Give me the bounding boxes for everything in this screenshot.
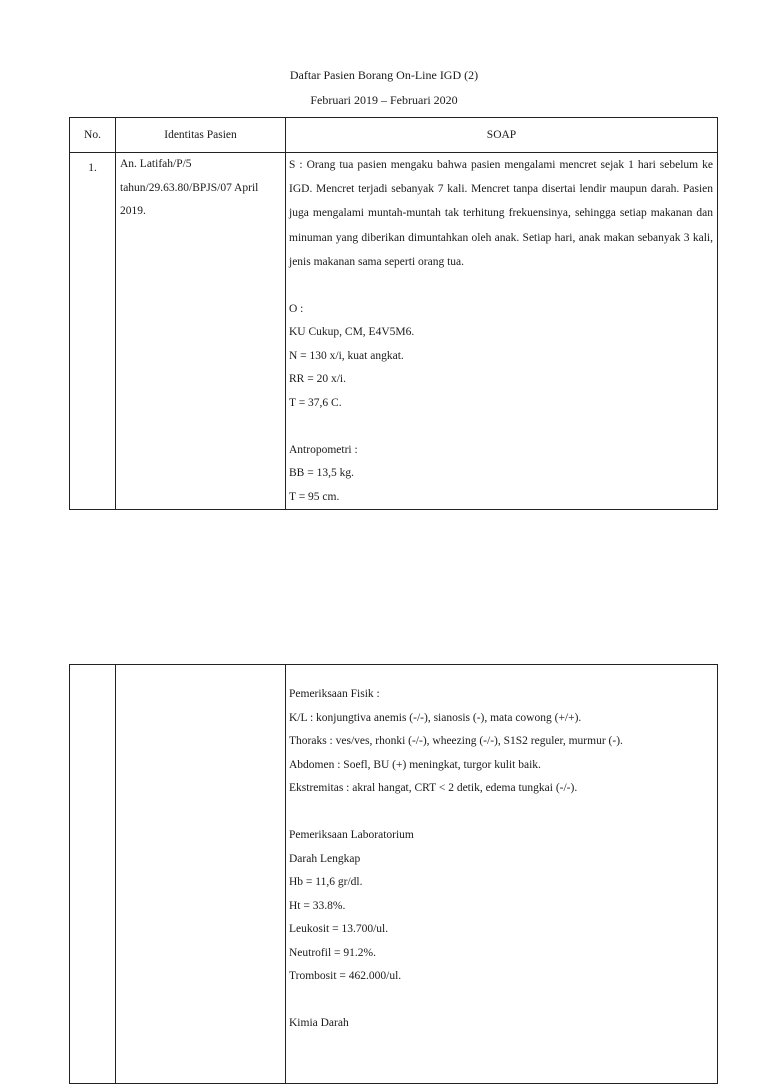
soap-cell-continued bbox=[286, 665, 718, 1084]
soap-objective-line: T = 37,6 C. bbox=[289, 396, 342, 409]
header-identitas: Identitas Pasien bbox=[116, 118, 286, 153]
lab-line: Ht = 33.8%. bbox=[289, 899, 346, 912]
header-soap: SOAP bbox=[286, 118, 718, 153]
fisik-label: Pemeriksaan Fisik : bbox=[289, 688, 380, 700]
fisik-line: Thoraks : ves/ves, rhonki (-/-), wheezing (-/-), S1S2 reguler, murmur (-). bbox=[289, 735, 623, 747]
lab-line: Hb = 11,6 gr/dl. bbox=[289, 876, 363, 888]
soap-objective-line: N = 130 x/i, kuat angkat. bbox=[289, 349, 404, 362]
lab-label: Pemeriksaan Laboratorium bbox=[289, 829, 414, 841]
row-number: 1. bbox=[70, 153, 116, 510]
fisik-line: Ekstremitas : akral hangat, CRT < 2 detik, edema tungkai (-/-). bbox=[289, 782, 578, 794]
fisik-line: K/L : konjungtiva anemis (-/-), sianosis (-), mata cowong (+/+). bbox=[289, 711, 582, 724]
lab-line: Darah Lengkap bbox=[289, 852, 361, 865]
row-number-empty bbox=[70, 665, 116, 1084]
table-header-row bbox=[70, 118, 718, 153]
soap-cell bbox=[286, 153, 718, 510]
patient-identity: An. Latifah/P/5 tahun/29.63.80/BPJS/07 April 2019. bbox=[116, 153, 286, 510]
fisik-line: Abdomen : Soefl, BU (+) meningkat, turgor kulit baik. bbox=[289, 758, 541, 771]
table-row bbox=[70, 153, 718, 510]
document-title: Daftar Pasien Borang On-Line IGD (2) bbox=[289, 68, 479, 82]
soap-objective-label: O : bbox=[289, 302, 304, 315]
antropometri-label: Antropometri : bbox=[289, 443, 358, 456]
lab-line: Trombosit = 462.000/ul. bbox=[289, 970, 402, 982]
table-row bbox=[70, 665, 718, 1084]
soap-objective-line: RR = 20 x/i. bbox=[289, 373, 346, 386]
antropometri-line: BB = 13,5 kg. bbox=[289, 467, 354, 480]
patient-identity-empty bbox=[116, 665, 286, 1084]
soap-subjective: S : Orang tua pasien mengaku bahwa pasien mengalami mencret sejak 1 hari sebelum ke IGD. Mencret terjadi sebanyak 7 kali. Mencret tanpa disertai lendir maupun darah. Pasien juga mengalami muntah-muntah tak terhitung frekuensinya, sehingga setiap makanan dan minuman yang diberikan dimuntahkan oleh anak. Setiap hari, anak makan sebanyak 3 kali, jenis makanan sama seperti orang tua. bbox=[289, 159, 713, 268]
document-period: Februari 2019 – Februari 2020 bbox=[310, 93, 458, 107]
patient-table-continued bbox=[69, 664, 718, 1084]
kimia-darah-label: Kimia Darah bbox=[289, 1017, 349, 1029]
antropometri-line: T = 95 cm. bbox=[289, 490, 340, 503]
patient-table bbox=[69, 117, 718, 510]
lab-line: Leukosit = 13.700/ul. bbox=[289, 923, 389, 935]
header-no: No. bbox=[70, 118, 116, 153]
soap-objective-line: KU Cukup, CM, E4V5M6. bbox=[289, 326, 415, 339]
lab-line: Neutrofil = 91.2%. bbox=[289, 946, 376, 959]
